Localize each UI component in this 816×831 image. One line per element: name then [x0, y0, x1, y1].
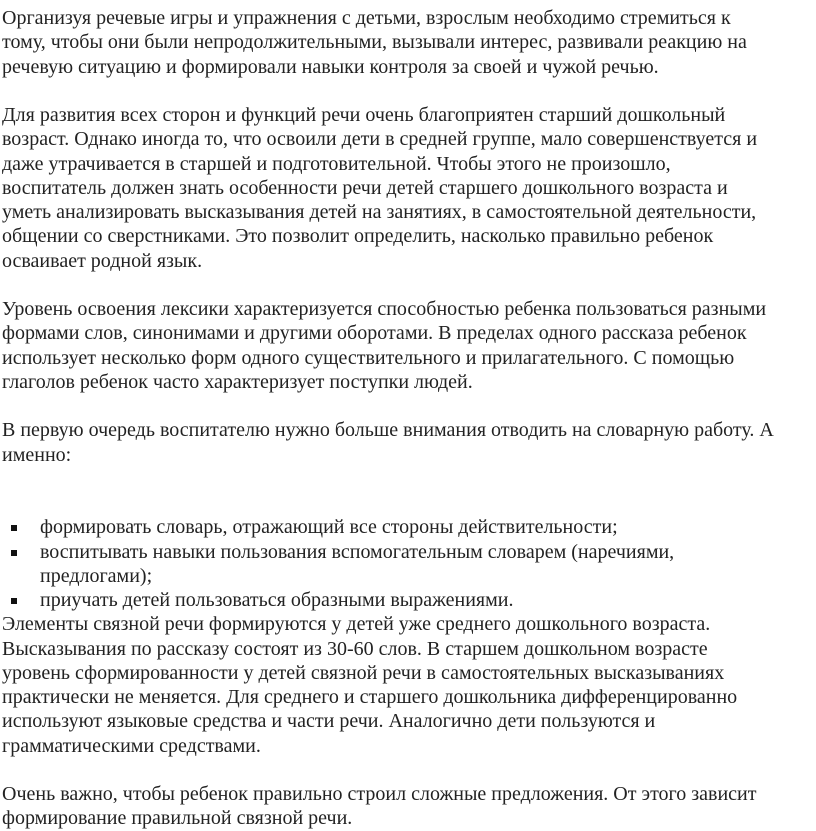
text-line: формами слов, синонимами и другими оборотами. В пределах одного рассказа ребенок: [2, 322, 747, 345]
text-line: тому, чтобы они были непродолжительными, вызывали интерес, развивали реакцию на: [2, 31, 747, 54]
text-line: формировать словарь, отражающий все стороны действительности;: [40, 516, 618, 539]
paragraph: [2, 612, 816, 758]
text-line: воспитывать навыки пользования вспомогательным словарем (наречиями,: [40, 540, 675, 563]
text-line: глаголов ребенок часто характеризует поступки людей.: [2, 370, 473, 393]
square-bullet-icon: [11, 550, 17, 556]
text-line: Для развития всех сторон и функций речи очень благоприятен старший дошкольный: [2, 104, 726, 126]
text-line: воспитатель должен знать особенности речи детей старшего дошкольного возраста и: [2, 176, 728, 199]
text-line: общении со сверстниками. Это позволит определить, насколько правильно ребенок: [2, 225, 714, 248]
paragraphs: [2, 6, 816, 467]
bullet-list: [2, 515, 816, 612]
text-line: использует несколько форм одного существительного и прилагательного. С помощью: [2, 346, 735, 369]
paragraph: [2, 6, 816, 79]
paragraph: [2, 103, 816, 273]
text-line: грамматическими средствами.: [2, 734, 261, 757]
text-line: уровень сформированности у детей связной речи в самостоятельных высказываниях: [2, 661, 725, 684]
text-line: уметь анализировать высказывания детей на занятиях, в самостоятельной деятельности,: [2, 201, 757, 223]
paragraphs-after-list: [2, 612, 816, 830]
text-line: В первую очередь воспитателю нужно больше внимания отводить на словарную работу. А: [2, 419, 774, 442]
text-line: формирование правильной связной речи.: [2, 807, 353, 830]
text-line: именно:: [2, 443, 72, 466]
text-line: Высказывания по рассказу состоят из 30-60 слов. В старшем дошкольном возрасте: [2, 637, 708, 660]
paragraph: [2, 297, 816, 394]
text-line: приучать детей пользоваться образными выражениями.: [40, 589, 514, 611]
text-line: практически не меняется. Для среднего и старшего дошкольника дифференцированно: [2, 686, 738, 708]
text-line: речевую ситуацию и формировали навыки контроля за своей и чужой речью.: [2, 55, 659, 78]
text-line: даже утрачивается в старшей и подготовительной. Чтобы этого не произошло,: [2, 152, 671, 175]
text-line: Элементы связной речи формируются у детей уже среднего дошкольного возраста.: [2, 613, 711, 636]
text-line: Организуя речевые игры и упражнения с детьми, взрослым необходимо стремиться к: [2, 7, 731, 29]
list-item: [2, 540, 816, 589]
text-line: возраст. Однако иногда то, что освоили дети в средней группе, мало совершенствуется и: [2, 128, 758, 151]
text-line: используют языковые средства и части речи. Аналогично дети пользуются и: [2, 710, 656, 733]
text-line: осваивает родной язык.: [2, 249, 203, 272]
paragraph: [2, 782, 816, 831]
list-item: [2, 515, 816, 539]
square-bullet-icon: [11, 525, 17, 531]
list-item: [2, 588, 816, 612]
square-bullet-icon: [11, 598, 17, 604]
text-line: Уровень освоения лексики характеризуется способностью ребенка пользоваться разными: [2, 298, 767, 320]
paragraph: [2, 418, 816, 467]
text-line: предлогами);: [40, 564, 153, 587]
text-line: Очень важно, чтобы ребенок правильно строил сложные предложения. От этого зависит: [2, 783, 757, 805]
